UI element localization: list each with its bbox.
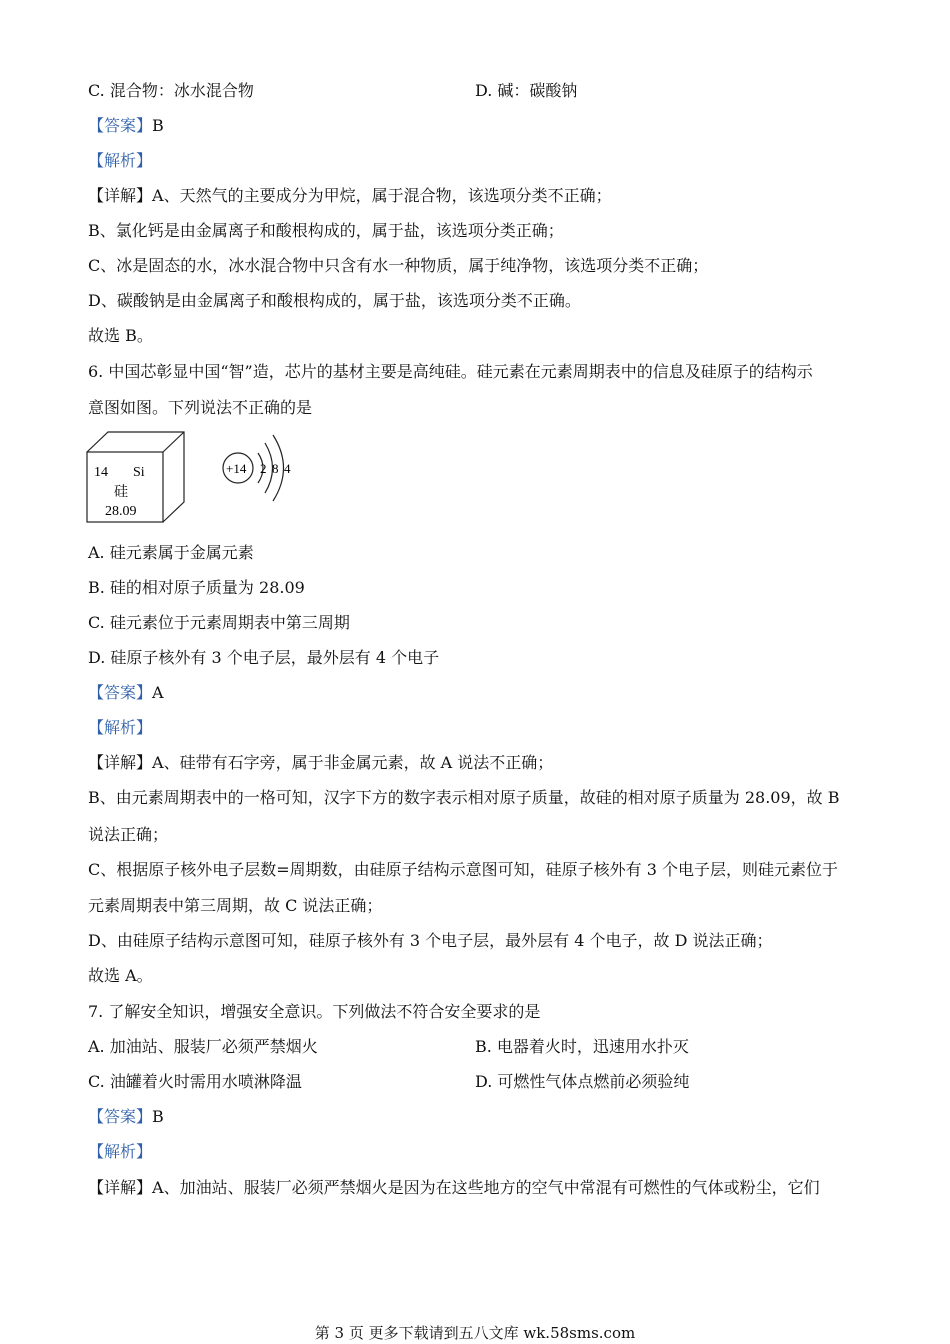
q5-detail-c: C、冰是固态的水，冰水混合物中只含有水一种物质，属于纯净物，该选项分类不正确； bbox=[88, 256, 709, 275]
electron-shell-arcs bbox=[251, 435, 284, 501]
q6-analysis-tag: 【解析】 bbox=[88, 718, 153, 737]
q6-detail-b-line1: B、由元素周期表中的一格可知，汉字下方的数字表示相对原子质量，故硅的相对原子质量为 28.09，故 B bbox=[88, 788, 840, 807]
element-symbol: Si bbox=[133, 465, 145, 480]
q7-option-d: D. 可燃性气体点燃前必须验纯 bbox=[475, 1072, 690, 1091]
element-mass: 28.09 bbox=[105, 504, 137, 519]
page-footer: 第 3 页 更多下载请到五八文库 wk.58sms.com bbox=[314, 1324, 636, 1342]
q6-option-d: D. 硅原子核外有 3 个电子层，最外层有 4 个电子 bbox=[88, 648, 440, 667]
detail-text: A、硅带有石字旁，属于非金属元素，故 A 说法不正确； bbox=[152, 753, 554, 772]
q6-detail-c-line2: 元素周期表中第三周期，故 C 说法正确； bbox=[88, 896, 383, 915]
q7-stem: 7. 了解安全知识，增强安全意识。下列做法不符合安全要求的是 bbox=[88, 1002, 541, 1021]
element-number: 14 bbox=[94, 465, 108, 480]
q6-answer bbox=[88, 682, 164, 704]
q6-option-c: C. 硅元素位于元素周期表中第三周期 bbox=[88, 613, 350, 632]
element-name: 硅 bbox=[114, 485, 128, 500]
q7-answer bbox=[88, 1106, 164, 1128]
q7-option-c: C. 油罐着火时需用水喷淋降温 bbox=[88, 1072, 302, 1091]
q5-detail-b: B、氯化钙是由金属离子和酸根构成的，属于盐，该选项分类正确； bbox=[88, 221, 564, 240]
shell-1-count: 2 bbox=[260, 461, 267, 476]
detail-text: A、天然气的主要成分为甲烷，属于混合物，该选项分类不正确； bbox=[152, 186, 612, 205]
nucleus-charge: +14 bbox=[226, 461, 247, 476]
q6-conclusion: 故选 A。 bbox=[88, 966, 153, 985]
answer-value: B bbox=[152, 1107, 164, 1126]
q5-option-c: C. 混合物：冰水混合物 bbox=[88, 81, 254, 100]
q6-detail-c-line1: C、根据原子核外电子层数=周期数，由硅原子结构示意图可知，硅原子核外有 3 个电子层，则硅元素位于 bbox=[88, 860, 839, 879]
q5-conclusion: 故选 B。 bbox=[88, 326, 153, 345]
detail-tag: 【详解】 bbox=[88, 1178, 153, 1197]
q6-stem-line1: 6. 中国芯彰显中国“智”造，芯片的基材主要是高纯硅。硅元素在元素周期表中的信息及硅原子的结构示 bbox=[88, 362, 813, 381]
q5-answer bbox=[88, 115, 164, 137]
q5-analysis-tag: 【解析】 bbox=[88, 151, 153, 170]
detail-tag: 【详解】 bbox=[88, 186, 153, 205]
q6-detail-b-line2: 说法正确； bbox=[88, 825, 169, 844]
q7-option-a: A. 加油站、服装厂必须严禁烟火 bbox=[88, 1037, 318, 1056]
q6-stem-line2: 意图如图。下列说法不正确的是 bbox=[88, 398, 313, 417]
q7-detail-a bbox=[88, 1177, 820, 1199]
q5-detail-a bbox=[88, 185, 612, 207]
answer-value: A bbox=[152, 683, 164, 702]
q6-detail-d: D、由硅原子结构示意图可知，硅原子核外有 3 个电子层，最外层有 4 个电子，故 D 说法正确； bbox=[88, 931, 773, 950]
q7-option-b: B. 电器着火时，迅速用水扑灭 bbox=[475, 1037, 689, 1056]
shell-3-count: 4 bbox=[284, 461, 291, 476]
q6-option-b: B. 硅的相对原子质量为 28.09 bbox=[88, 578, 305, 597]
answer-tag: 【答案】 bbox=[88, 1107, 153, 1126]
q6-figure bbox=[80, 428, 310, 528]
q5-detail-d: D、碳酸钠是由金属离子和酸根构成的，属于盐，该选项分类不正确。 bbox=[88, 291, 581, 310]
detail-tag: 【详解】 bbox=[88, 753, 153, 772]
q7-analysis-tag: 【解析】 bbox=[88, 1142, 153, 1161]
answer-tag: 【答案】 bbox=[88, 116, 153, 135]
answer-tag: 【答案】 bbox=[88, 683, 153, 702]
q6-detail-a bbox=[88, 752, 553, 774]
q5-option-d: D. 碱：碳酸钠 bbox=[475, 81, 578, 100]
detail-text: A、加油站、服装厂必须严禁烟火是因为在这些地方的空气中常混有可燃性的气体或粉尘，它们 bbox=[152, 1178, 820, 1197]
answer-value: B bbox=[152, 116, 164, 135]
shell-2-count: 8 bbox=[272, 461, 279, 476]
q6-option-a: A. 硅元素属于金属元素 bbox=[88, 543, 254, 562]
